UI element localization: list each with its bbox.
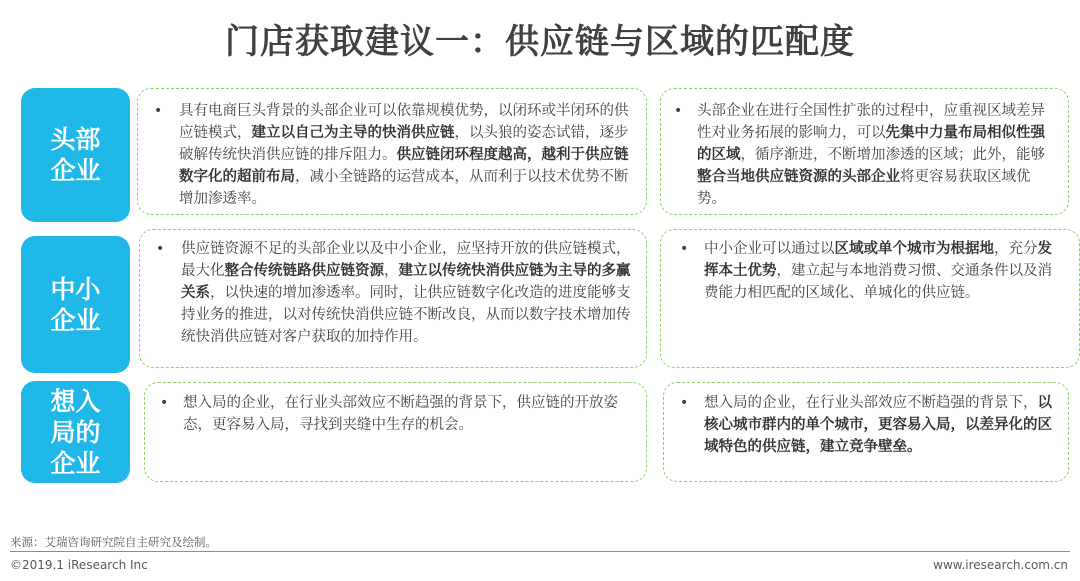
- emphasis-text: 以核心城市群内的单个城市，更容易入局，以差异化的区域特色的供应链，建立竞争壁垒。: [704, 395, 1052, 455]
- body-text: 中小企业可以通过以: [704, 241, 835, 257]
- body-text: ，以头狼的姿态试错，逐步破解传统快消供应链的排斥阻力。: [179, 125, 629, 163]
- body-text: ，减小全链路的运营成本，从而利于以技术优势不断增加渗透率。: [179, 169, 629, 207]
- bullet-icon: •: [156, 241, 165, 257]
- row-label-line: 企业: [50, 448, 101, 478]
- row-label-line: 企业: [50, 156, 101, 185]
- body-text: 将更容易获取区域优势。: [697, 169, 1031, 207]
- body-text: 头部企业在进行全国性扩张的过程中，应重视区域差异性对业务拓展的影响力，可以: [697, 103, 1045, 141]
- emphasis-text: 先集中力量布局相似性强的区域: [697, 125, 1045, 163]
- source-note: 来源：艾瑞咨询研究院自主研究及绘制。: [10, 535, 217, 549]
- row-label-line: 局的: [50, 417, 101, 447]
- body-text: 想入局的企业，在行业头部效应不断趋强的背景下，: [704, 395, 1038, 411]
- bullet-icon: •: [680, 395, 689, 411]
- card-new-entrants-strategy: [144, 382, 647, 482]
- emphasis-text: 区域或单个城市为根据地: [834, 241, 994, 257]
- body-text: ，建立起与本地消费习惯、交通条件以及消费能力相匹配的区域化、单城化的供应链。: [704, 263, 1052, 301]
- bullet-icon: •: [674, 103, 683, 119]
- card-text: [704, 392, 1059, 458]
- emphasis-text: 建立以自己为主导的快消供应链: [251, 125, 455, 141]
- card-text: [697, 100, 1055, 210]
- bullet-icon: •: [680, 241, 689, 257]
- copyright: ©2019.1 iResearch Inc: [10, 558, 148, 572]
- row-label-line: 企业: [50, 305, 101, 335]
- row-label-line: 中小: [50, 274, 101, 304]
- footer-divider: [10, 551, 1070, 552]
- card-leading-enterprises-strategy: [137, 88, 647, 215]
- card-leading-enterprises-region: [660, 88, 1069, 215]
- row-label-leading-enterprises: [21, 88, 130, 222]
- body-text: ，以快速的增加渗透率。同时，让供应链数字化改造的进度能够支持业务的推进，以对传统快消供应链不断改良，从而以数字技术增加传统快消供应链对客户获取的加持作用。: [181, 285, 631, 345]
- emphasis-text: 建立以传统快消供应链为主导的多赢关系: [181, 263, 631, 301]
- row-label-smb-enterprises: [21, 236, 130, 373]
- body-text: ，循序渐进，不断增加渗透的区域；此外，能够: [740, 147, 1045, 163]
- card-text: [704, 238, 1061, 304]
- card-text: [181, 238, 636, 348]
- body-text: ，: [384, 263, 399, 279]
- card-text: [179, 100, 634, 210]
- body-text: ，充分: [994, 241, 1038, 257]
- page-title: 门店获取建议一：供应链与区域的匹配度: [225, 22, 855, 62]
- card-text: [183, 392, 638, 436]
- row-label-new-entrants: [21, 381, 130, 483]
- bullet-icon: •: [154, 103, 163, 119]
- row-label-line: 想入: [50, 386, 101, 416]
- bullet-icon: •: [160, 395, 169, 411]
- body-text: 想入局的企业，在行业头部效应不断趋强的背景下，供应链的开放姿态，更容易入局，寻找到夹缝中生存的机会。: [183, 395, 618, 433]
- row-label-line: 头部: [50, 125, 101, 154]
- emphasis-text: 整合传统链路供应链资源: [224, 263, 384, 279]
- body-text: 供应链资源不足的头部企业以及中小企业，应坚持开放的供应链模式，最大化: [181, 241, 631, 279]
- emphasis-text: 发挥本土优势: [704, 241, 1052, 279]
- body-text: 具有电商巨头背景的头部企业可以依靠规模优势，以闭环或半闭环的供应链模式，: [179, 103, 629, 141]
- emphasis-text: 供应链闭环程度越高，越利于供应链数字化的超前布局: [179, 147, 629, 185]
- card-smb-enterprises-strategy: [139, 229, 647, 368]
- emphasis-text: 整合当地供应链资源的头部企业: [697, 169, 900, 185]
- card-smb-enterprises-region: [660, 229, 1080, 368]
- website-link[interactable]: www.iresearch.com.cn: [933, 558, 1068, 572]
- card-new-entrants-region: [663, 382, 1069, 482]
